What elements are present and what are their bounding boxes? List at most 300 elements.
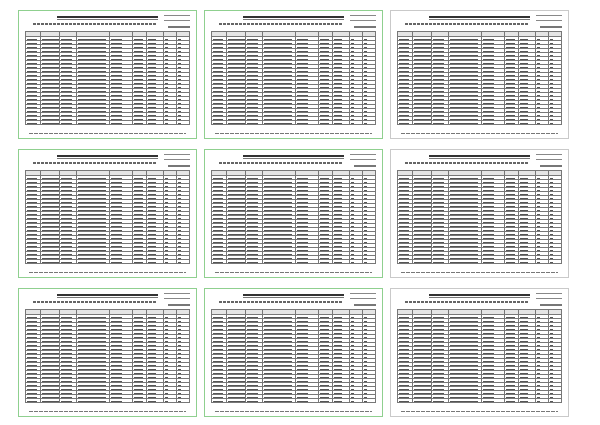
illegible-text [520,234,528,235]
table-cell [40,260,60,264]
illegible-text [78,393,107,394]
illegible-text [247,321,258,322]
illegible-text [537,365,541,366]
illegible-text [414,250,431,251]
illegible-text [506,186,516,187]
illegible-text [78,381,107,382]
illegible-text [450,242,479,243]
illegible-text [228,214,245,215]
scanned-page [18,10,197,139]
illegible-text [334,337,342,338]
illegible-text [178,186,182,187]
illegible-text [264,329,293,330]
illegible-text [433,345,444,346]
illegible-text [213,365,223,366]
illegible-text [364,95,368,96]
illegible-text [450,393,479,394]
illegible-text [334,59,342,60]
illegible-text [165,190,169,191]
illegible-text [450,357,479,358]
illegible-text [450,71,479,72]
illegible-text [399,258,409,259]
illegible-text [433,43,444,44]
illegible-text [165,254,169,255]
illegible-text [228,210,245,211]
table-cell [333,260,349,264]
page-subtitle [33,162,156,164]
illegible-text [320,79,330,80]
illegible-text [433,393,444,394]
illegible-text [550,345,554,346]
table-cell [295,399,318,403]
table-cell [548,121,561,125]
illegible-text [520,317,528,318]
illegible-text [165,115,169,116]
illegible-text [550,333,554,334]
illegible-text [297,361,308,362]
illegible-text [247,317,258,318]
illegible-text [351,39,355,40]
illegible-text [228,47,245,48]
illegible-text [78,250,107,251]
illegible-text [42,230,59,231]
illegible-text [165,258,169,259]
illegible-text [351,393,355,394]
illegible-text [450,99,479,100]
illegible-text [78,341,107,342]
illegible-text [264,397,293,398]
illegible-text [450,47,479,48]
scanned-page [390,288,569,417]
illegible-text [27,385,37,386]
illegible-text [550,103,554,104]
table-cell [76,260,109,264]
illegible-text [433,178,444,179]
illegible-text [351,345,355,346]
illegible-text [228,250,245,251]
illegible-text [247,349,258,350]
illegible-text [450,67,479,68]
illegible-text [165,373,169,374]
table-cell [504,121,519,125]
illegible-text [297,353,308,354]
illegible-text [399,254,409,255]
illegible-text [537,226,541,227]
illegible-text [178,47,182,48]
illegible-text [537,178,541,179]
illegible-text [264,349,293,350]
illegible-text [148,63,156,64]
illegible-text [537,194,541,195]
table-cell [226,121,246,125]
illegible-text [165,67,169,68]
illegible-text [351,210,355,211]
illegible-text [178,397,182,398]
illegible-text [520,87,528,88]
illegible-text [433,397,444,398]
illegible-text [414,258,431,259]
illegible-text [27,39,37,40]
illegible-text [520,206,528,207]
illegible-text [506,95,516,96]
illegible-text [264,206,293,207]
illegible-text [264,123,293,124]
illegible-text [111,194,122,195]
illegible-text [61,107,72,108]
illegible-text [61,246,72,247]
illegible-text [111,47,122,48]
illegible-text [61,250,72,251]
illegible-text [178,385,182,386]
illegible-text [264,238,293,239]
illegible-text [61,59,72,60]
illegible-text [213,59,223,60]
illegible-text [320,111,330,112]
illegible-text [165,71,169,72]
illegible-text [178,87,182,88]
illegible-text [78,222,107,223]
illegible-text [414,75,431,76]
page-content [211,292,376,413]
illegible-text [537,393,541,394]
illegible-text [537,67,541,68]
table-cell [212,399,227,403]
illegible-text [247,325,258,326]
illegible-text [483,337,494,338]
scanned-page [18,288,197,417]
illegible-text [537,107,541,108]
illegible-text [264,59,293,60]
illegible-text [364,55,368,56]
illegible-text [364,111,368,112]
illegible-text [264,103,293,104]
illegible-text [111,222,122,223]
illegible-text [148,206,156,207]
illegible-text [550,377,554,378]
illegible-text [483,95,494,96]
illegible-text [414,242,431,243]
illegible-text [364,250,368,251]
illegible-text [148,329,156,330]
illegible-text [364,107,368,108]
illegible-text [148,254,156,255]
illegible-text [320,39,330,40]
illegible-text [228,87,245,88]
table-row [398,260,562,264]
illegible-text [414,222,431,223]
illegible-text [506,381,516,382]
table-cell [412,399,432,403]
illegible-text [134,234,144,235]
illegible-text [297,119,308,120]
illegible-text [165,103,169,104]
illegible-text [27,258,37,259]
illegible-text [483,182,494,183]
illegible-text [506,254,516,255]
illegible-text [178,226,182,227]
illegible-text [506,210,516,211]
illegible-text [148,262,156,263]
illegible-text [414,83,431,84]
illegible-text [134,210,144,211]
illegible-text [320,258,330,259]
page-number [536,15,562,21]
illegible-text [78,365,107,366]
illegible-text [78,79,107,80]
illegible-text [148,365,156,366]
illegible-text [550,369,554,370]
illegible-text [364,75,368,76]
illegible-text [61,186,72,187]
illegible-text [364,210,368,211]
illegible-text [111,385,122,386]
illegible-text [213,39,223,40]
illegible-text [247,210,258,211]
illegible-text [178,401,182,402]
illegible-text [550,381,554,382]
illegible-text [334,210,342,211]
illegible-text [433,262,444,263]
illegible-text [297,222,308,223]
data-table [25,31,190,125]
illegible-text [78,63,107,64]
table-row [26,121,190,125]
illegible-text [364,63,368,64]
illegible-text [247,71,258,72]
illegible-text [537,214,541,215]
illegible-text [550,329,554,330]
illegible-text [134,385,144,386]
illegible-text [27,254,37,255]
illegible-text [247,59,258,60]
illegible-text [399,329,409,330]
illegible-text [506,333,516,334]
illegible-text [27,345,37,346]
illegible-text [520,373,528,374]
illegible-text [213,186,223,187]
illegible-text [334,381,342,382]
illegible-text [414,317,431,318]
scanned-page [204,149,383,278]
illegible-text [334,95,342,96]
illegible-text [61,43,72,44]
illegible-text [213,381,223,382]
illegible-text [134,182,144,183]
illegible-text [537,182,541,183]
illegible-text [213,397,223,398]
illegible-text [228,218,245,219]
illegible-text [483,393,494,394]
table-cell [535,121,548,125]
unit-label [354,26,376,28]
illegible-text [550,214,554,215]
illegible-text [178,369,182,370]
page-content [25,153,190,274]
illegible-text [483,218,494,219]
illegible-text [213,43,223,44]
illegible-text [165,47,169,48]
illegible-text [483,210,494,211]
illegible-text [228,39,245,40]
illegible-text [178,329,182,330]
illegible-text [483,401,494,402]
illegible-text [399,222,409,223]
illegible-text [433,39,444,40]
illegible-text [414,230,431,231]
illegible-text [506,83,516,84]
illegible-text [148,198,156,199]
illegible-text [537,345,541,346]
illegible-text [228,99,245,100]
illegible-text [42,59,59,60]
illegible-text [320,83,330,84]
illegible-text [520,401,528,402]
unit-label [540,165,562,167]
illegible-text [537,250,541,251]
illegible-text [399,361,409,362]
illegible-text [228,385,245,386]
illegible-text [228,79,245,80]
illegible-text [550,349,554,350]
illegible-text [228,115,245,116]
page-title [243,16,344,20]
illegible-text [483,75,494,76]
illegible-text [27,91,37,92]
illegible-text [264,254,293,255]
illegible-text [27,373,37,374]
illegible-text [414,389,431,390]
table-row [398,121,562,125]
page-subtitle [219,162,342,164]
illegible-text [297,123,308,124]
illegible-text [165,214,169,215]
illegible-text [399,218,409,219]
illegible-text [433,341,444,342]
illegible-text [320,317,330,318]
illegible-text [537,43,541,44]
illegible-text [247,178,258,179]
illegible-text [213,353,223,354]
illegible-text [148,317,156,318]
illegible-text [351,317,355,318]
illegible-text [78,373,107,374]
page-header [211,14,376,31]
illegible-text [61,55,72,56]
illegible-text [61,178,72,179]
illegible-text [247,393,258,394]
illegible-text [178,341,182,342]
illegible-text [178,39,182,40]
illegible-text [364,317,368,318]
illegible-text [165,55,169,56]
illegible-text [78,198,107,199]
illegible-text [334,373,342,374]
illegible-text [111,373,122,374]
illegible-text [42,95,59,96]
illegible-text [537,218,541,219]
illegible-text [364,51,368,52]
illegible-text [550,353,554,354]
illegible-text [414,67,431,68]
illegible-text [165,79,169,80]
illegible-text [42,218,59,219]
illegible-text [178,393,182,394]
illegible-text [364,353,368,354]
illegible-text [537,39,541,40]
illegible-text [334,186,342,187]
illegible-text [27,226,37,227]
page-title [57,16,158,20]
illegible-text [213,194,223,195]
illegible-text [399,377,409,378]
illegible-text [334,369,342,370]
illegible-text [520,365,528,366]
illegible-text [78,357,107,358]
illegible-text [506,206,516,207]
illegible-text [483,186,494,187]
table-cell [176,260,189,264]
illegible-text [537,325,541,326]
illegible-text [399,123,409,124]
illegible-text [364,182,368,183]
illegible-text [399,186,409,187]
illegible-text [165,210,169,211]
illegible-text [506,67,516,68]
illegible-text [433,210,444,211]
illegible-text [399,47,409,48]
illegible-text [483,333,494,334]
illegible-text [165,59,169,60]
illegible-text [334,214,342,215]
illegible-text [414,51,431,52]
illegible-text [148,178,156,179]
illegible-text [506,238,516,239]
illegible-text [42,345,59,346]
illegible-text [78,87,107,88]
illegible-text [213,87,223,88]
illegible-text [178,107,182,108]
illegible-text [450,59,479,60]
page-content [211,153,376,274]
illegible-text [334,178,342,179]
illegible-text [520,202,528,203]
illegible-text [483,194,494,195]
illegible-text [399,337,409,338]
illegible-text [111,210,122,211]
illegible-text [297,373,308,374]
illegible-text [414,71,431,72]
illegible-text [364,222,368,223]
illegible-text [264,182,293,183]
illegible-text [520,67,528,68]
illegible-text [61,254,72,255]
illegible-text [247,246,258,247]
illegible-text [297,230,308,231]
illegible-text [27,59,37,60]
illegible-text [537,202,541,203]
illegible-text [550,39,554,40]
illegible-text [334,79,342,80]
illegible-text [483,55,494,56]
illegible-text [483,325,494,326]
page-number [350,15,376,21]
illegible-text [178,99,182,100]
illegible-text [414,337,431,338]
illegible-text [414,178,431,179]
illegible-text [78,75,107,76]
illegible-text [264,230,293,231]
illegible-text [247,182,258,183]
